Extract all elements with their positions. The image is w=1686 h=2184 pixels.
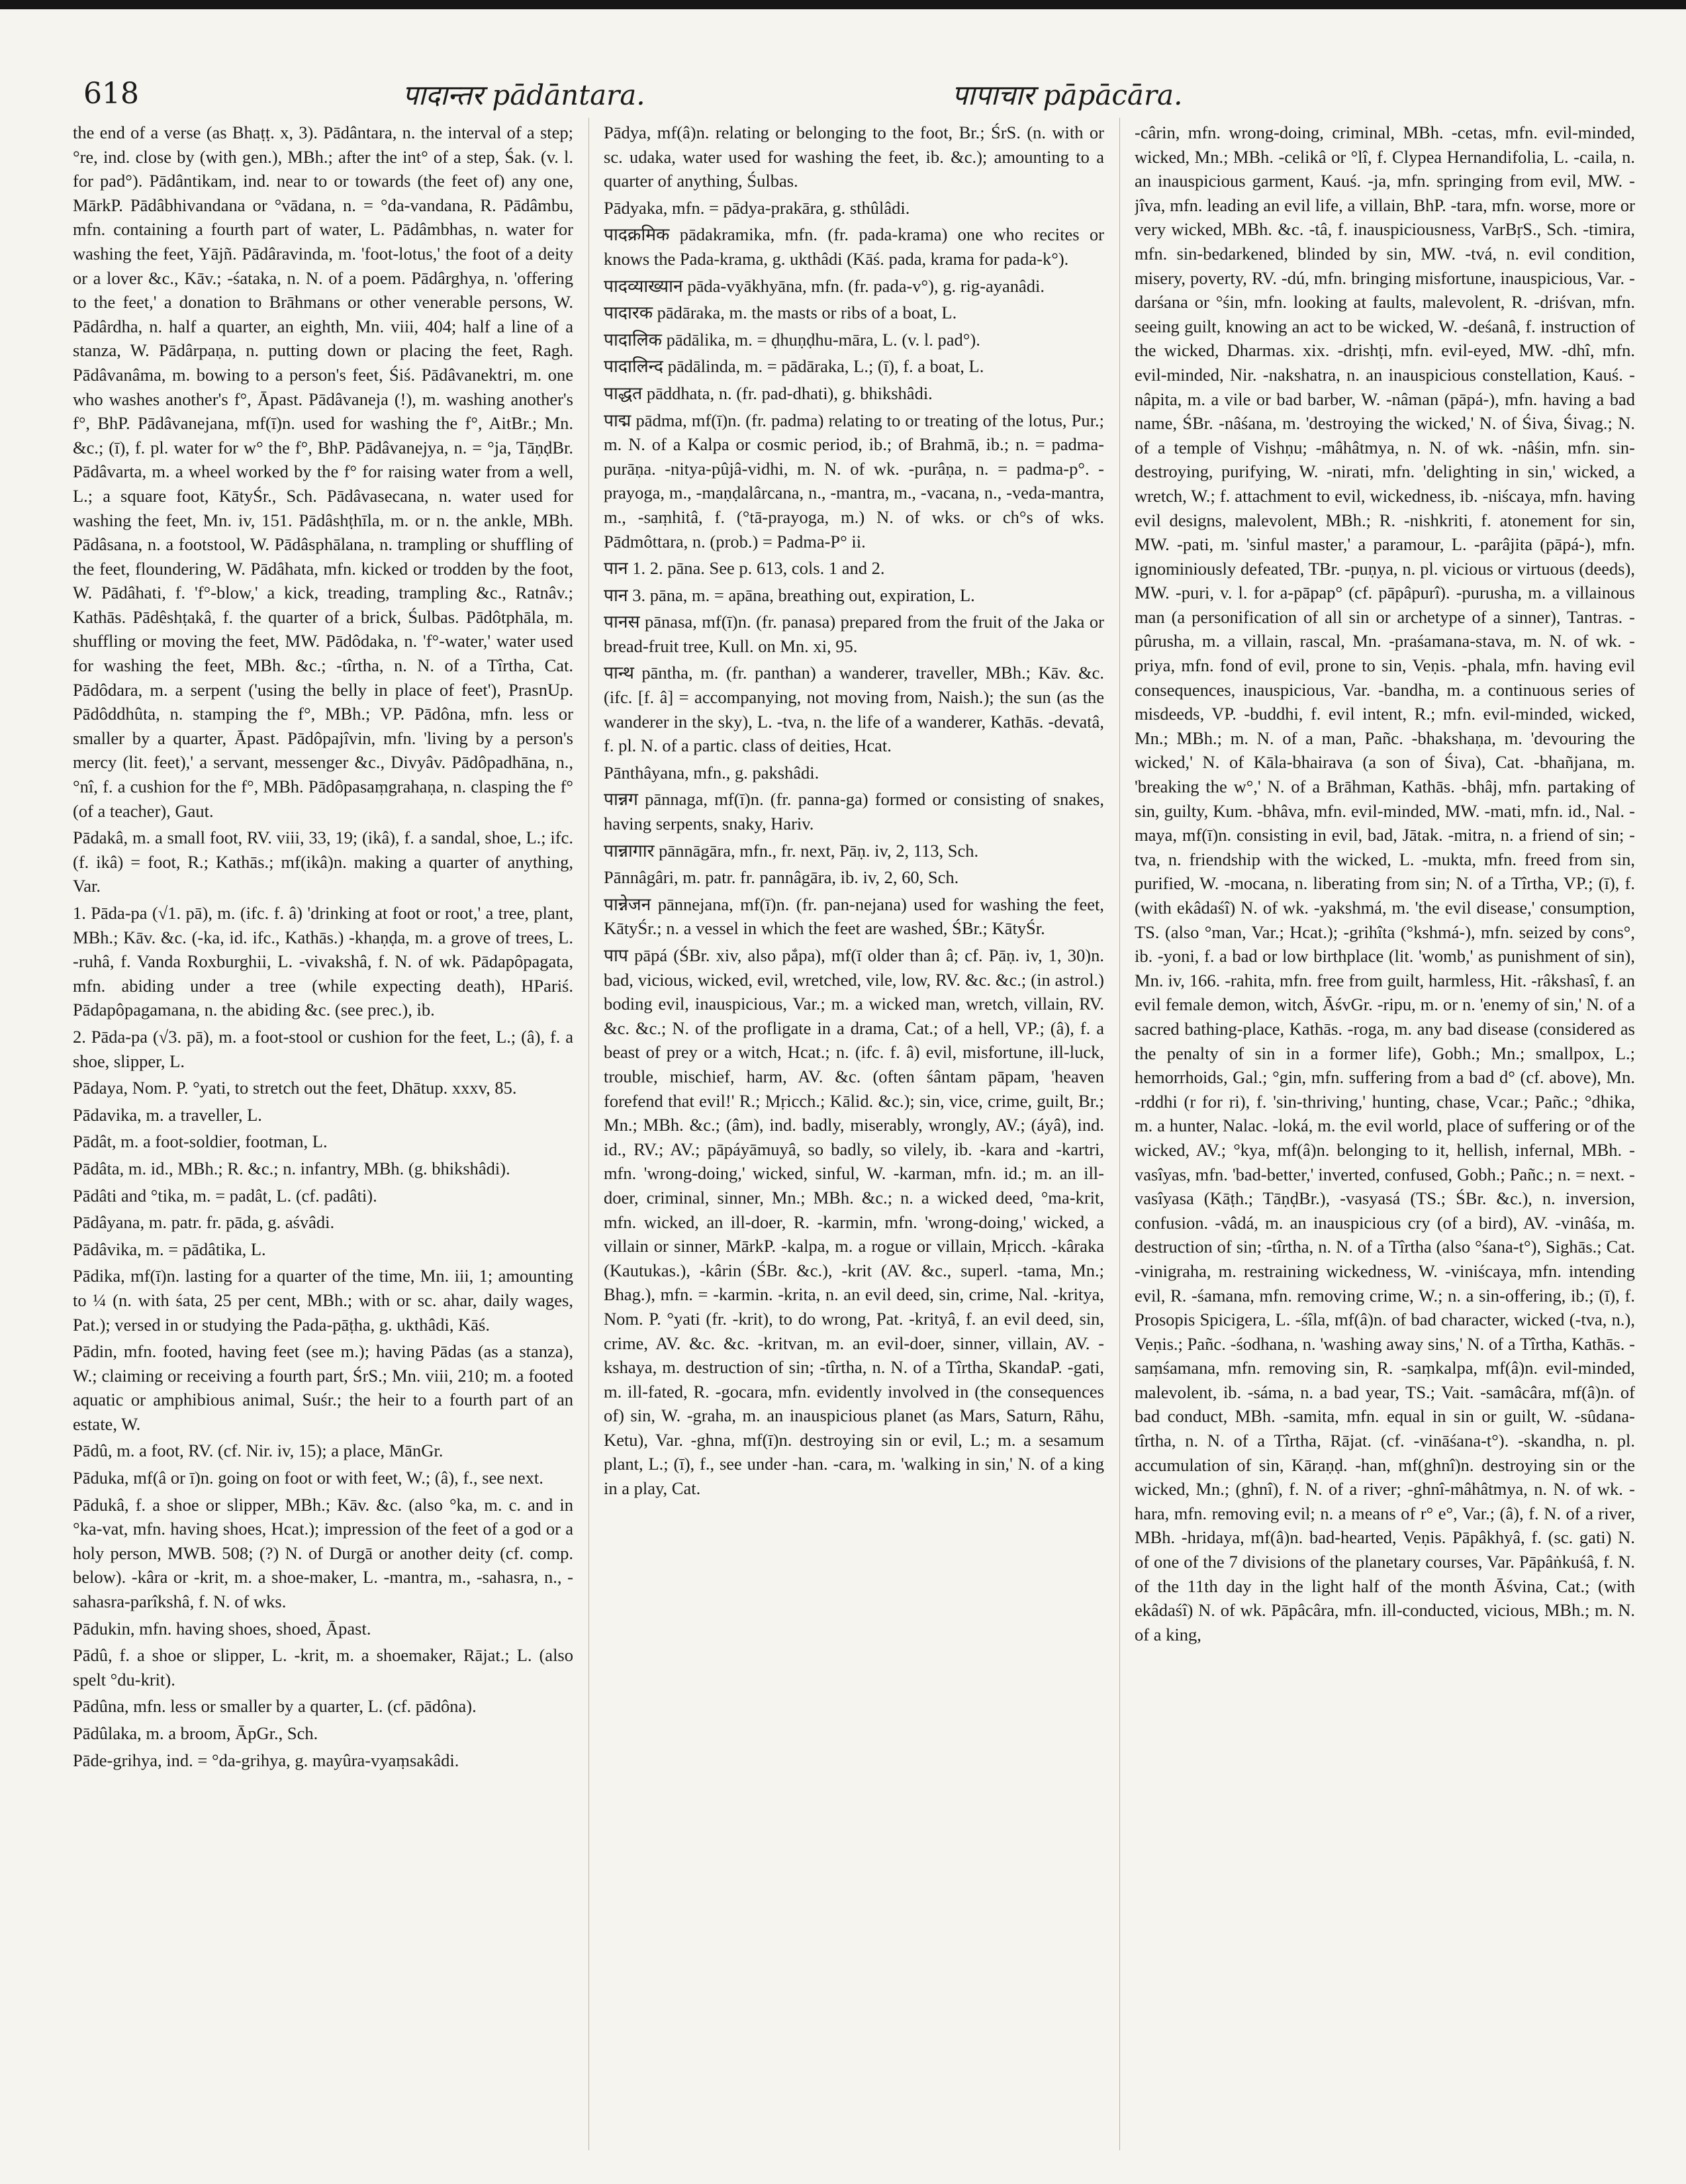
dictionary-entry: पान्थ pāntha, m. (fr. panthan) a wanderer, traveller, MBh.; Kāv. &c. (ifc. [f. â] = accompanying, not moving from, Naish.); the sun (as the wanderer in the sky), L. -tva, n. the life of a wanderer, Kathās. -devatâ, f. pl. N. of a partic. class of deities, Hcat.: [604, 663, 1104, 756]
left-running-head: पादान्तर pādāntara.: [402, 79, 645, 111]
dictionary-entry: पान्नेजन pānnejana, mf(ī)n. (fr. pan-nejana) used for washing the feet, KātyŚr.; n. a vessel in which the feet are washed, ŚBr.; KātyŚr.: [604, 894, 1104, 939]
dictionary-entry: Pādin, mfn. footed, having feet (see m.); having Pādas (as a stanza), W.; claiming or receiving a fourth part, ŚrS.; Mn. viii, 210; m. a footed aquatic or amphibious animal, Suśr.; the heir to a fourth part of an estate, W.: [73, 1341, 573, 1434]
dictionary-entry: Pādûlaka, m. a broom, ĀpGr., Sch.: [73, 1723, 318, 1743]
dictionary-entry: Pādya, mf(â)n. relating or belonging to the foot, Br.; ŚrS. (n. with or sc. udaka, water used for washing the feet, ib. &c.); amounting to a quarter of anything, Śulbas.: [604, 122, 1104, 191]
dictionary-entry: Pādâti and °tika, m. = padât, L. (cf. padâti).: [73, 1185, 377, 1206]
dictionary-entry: पान्नग pānnaga, mf(ī)n. (fr. panna-ga) formed or consisting of snakes, having serpents, snaky, Hariv.: [604, 789, 1104, 834]
dictionary-entry: Pādavika, m. a traveller, L.: [73, 1104, 262, 1125]
dictionary-entry: पाद्म pādma, mf(ī)n. (fr. padma) relating to or treating of the lotus, Pur.; m. N. of a Kalpa or cosmic period, ib.; of Brahmā, ib.; n. = padma-purāṇa. -nitya-pûjâ-vidhi, m. N. of wk. -purâṇa, n. = padma-p°. -prayoga, m., -maṇḍalârcana, n., -mantra, m., -vacana, n., -veda-mantra, m., -saṃhitâ, f. (°tā-prayoga, m.) N. of wks. or ch°s of wks. Pādmôttara, n. (prob.) = Padma-P° ii.: [604, 410, 1104, 551]
dictionary-entry: Pādakâ, m. a small foot, RV. viii, 33, 19; (ikâ), f. a sandal, shoe, L.; ifc. (f. ikâ) = foot, R.; Kathās.; mf(ikâ)n. making a quarter of anything, Var.: [73, 828, 573, 896]
column-middle: [604, 118, 1104, 2144]
dictionary-entry: Pānthâyana, mfn., g. pakshâdi.: [604, 762, 820, 783]
dictionary-entry: पान्नागार pānnāgāra, mfn., fr. next, Pāṇ. iv, 2, 113, Sch.: [604, 840, 979, 861]
dictionary-entry: 1. Pāda-pa (√1. pā), m. (ifc. f. â) 'drinking at foot or root,' a tree, plant, MBh.; Kāv. &c. (-ka, id. ifc., Kathās.) -khaṇḍa, m. a grove of trees, L. -ruhâ, f. Vanda Roxburghii, L. -vivakshâ, f. N. of wk. Pādapôpagata, mfn. abiding under a tree (while expecting death), HPariś. Pādapôpagamana, n. the abiding &c. (see prec.), ib.: [73, 903, 573, 1020]
dictionary-entry: Pādâyana, m. patr. fr. pāda, g. aśvâdi.: [73, 1212, 335, 1233]
dictionary-entry: Pādûna, mfn. less or smaller by a quarter, L. (cf. pādôna).: [73, 1696, 477, 1717]
dictionary-entry: Pādyaka, mfn. = pādya-prakāra, g. sthûlâdi.: [604, 197, 910, 218]
page-number: 618: [83, 77, 139, 111]
dictionary-entry: Pādât, m. a foot-soldier, footman, L.: [73, 1131, 328, 1152]
dictionary-entry: Pādâta, m. id., MBh.; R. &c.; n. infantry, MBh. (g. bhikshâdi).: [73, 1158, 510, 1178]
dictionary-entry: पादालिन्द pādālinda, m. = pādāraka, L.; (ī), f. a boat, L.: [604, 356, 984, 377]
dictionary-entry: पादारक pādāraka, m. the masts or ribs of a boat, L.: [604, 303, 957, 323]
dictionary-entry: Pāde-grihya, ind. = °da-grihya, g. mayûra-vyaṃsakâdi.: [73, 1750, 459, 1770]
dictionary-entry: पान 1. 2. pāna. See p. 613, cols. 1 and 2.: [604, 558, 885, 579]
dictionary-entry: Pādû, f. a shoe or slipper, L. -krit, m. a shoemaker, Rājat.; L. (also spelt °du-krit).: [73, 1645, 573, 1689]
dictionary-entry: the end of a verse (as Bhaṭṭ. x, 3). Pādântara, n. the interval of a step; °re, ind. close by (with gen.), MBh.; after the int° of a step, Śak. (v. l. for pad°). Pādântikam, ind. near to or towards (the feet of) any one, MārkP. Pādâbhivandana or °vādana, n. = °da-vandana, R. Pādâmbu, mfn. containing a fourth part of water, L. Pādâmbhas, n. water for washing the feet, Yājñ. Pādâravinda, m. 'foot-lotus,' the foot of a deity or a lover &c., Kāv.; -śataka, n. N. of a poem. Pādârghya, n. 'offering to the feet,' a donation to Brāhmans or other venerable persons, W. Pādârdha, n. half a quarter, an eighth, Mn. viii, 404; half a line of a stanza, W. Pādârpaṇa, n. putting down or placing the feet, Ragh. Pādâvanâma, m. bowing to a person's feet, Śiś. Pādâvanektri, m. one who washes another's f°, Āpast. Pādâvaneja (!), m. washing another's f°, BhP. Pādâvanejana, mf(ī)n. used for washing the f°, AitBr.; Mn. &c.; (ī), f. pl. water for w° the f°, BhP. Pādâvanejya, n. = °ja, TāṇḍBr. Pādâvarta, m. a wheel worked by the f° for raising water from a well, L.; a square foot, KātyŚr., Sch. Pādâvasecana, n. water used for washing the feet, Mn. iv, 151. Pādâshṭhīla, m. or n. the ankle, MBh. Pādâsana, n. a footstool, W. Pādâsphālana, n. trampling or shuffling of the feet, floundering, W. Pādâhata, mfn. kicked or trodden by the foot, W. Pādâhati, f. 'f°-blow,' a kick, treading, trampling &c., Ratnâv.; Kathās. Pādêshṭakâ, f. the quarter of a brick, Śulbas. Pādôtphāla, m. shuffling or moving the feet, MW. Pādôdaka, n. 'f°-water,' water used for washing the feet, MBh. &c.; -tîrtha, n. N. of a Tîrtha, Cat. Pādôdara, m. a serpent ('using the belly in place of feet'), PrasnUp. Pādôddhûta, n. stamping the f°, MBh.; VP. Pādôna, mfn. less or smaller by a quarter, Āpast. Pādôpajîvin, mfn. 'living by a person's mercy (lit. feet),' a servant, messenger &c., Divyâv. Pādôpadhāna, n., °nî, f. a cushion for the f°, MBh. Pādôpasaṃgrahaṇa, n. clasping the f° (of a teacher), Gaut.: [73, 122, 573, 821]
dictionary-entry: -cârin, mfn. wrong-doing, criminal, MBh. -cetas, mfn. evil-minded, wicked, Mn.; MBh. -celikâ or °lî, f. Clypea Hernandifolia, L. -caila, n. an inauspicious garment, Kauś. -ja, mfn. springing from evil, MW. -jîva, mfn. leading an evil life, a villain, BhP. -tara, mfn. worse, more or very wicked, MBh. &c. -tâ, f. inauspiciousness, VarBṛS., Sch. -timira, mfn. sin-bedarkened, blinded by sin, MW. -tvá, n. evil condition, misery, poverty, RV. -dú, mfn. bringing misfortune, inauspicious, Var. -darśana or °śin, mfn. looking at faults, malevolent, R. -driśvan, mfn. seeing guilt, knowing an act to be wicked, W. -deśanâ, f. instruction of the wicked, Dharmas. xix. -drishṭi, mfn. evil-eyed, MW. -dhî, mfn. evil-minded, Nir. -nakshatra, n. an inauspicious constellation, Kauś. -nâpita, m. a vile or bad barber, W. -nâman (pāpá-), mfn. having a bad name, ŚBr. -nâśana, m. 'destroying the wicked,' N. of Śiva, Śivag.; N. of a temple of Vishṇu; -mâhâtmya, n. N. of wk. -nâśin, mfn. sin-destroying, purifying, W. -nirati, mfn. 'delighting in sin,' wicked, a wretch, W.; f. attachment to evil, wickedness, ib. -niścaya, mfn. having evil designs, malevolent, MBh.; R. -nishkriti, f. atonement for sin, MW. -pati, m. 'sinful master,' a paramour, L. -parâjita (pāpá-), mfn. ignominiously defeated, TBr. -puṇya, n. pl. vicious or virtuous (deeds), MW. -puri, v. l. for a-pāpap° (cf. pāpâpurî). -purusha, m. a villainous man (a personification of all sin or archetype of a sinner), Tantras. -pûrusha, m. a villain, rascal, Mn. -praśamana-stava, m. N. of wk. -priya, mfn. fond of evil, prone to sin, Veṇis. -phala, mfn. having evil consequences, inauspicious, Var. -bandha, m. a continuous series of misdeeds, VP. -buddhi, f. evil intent, R.; mfn. evil-minded, wicked, Mn.; MBh.; m. N. of a man, Pañc. -bhakshaṇa, m. 'devouring the wicked,' N. of Kāla-bhairava (a son of Śiva), Cat. -bhañjana, m. 'breaking the w°,' N. of a Brāhman, Kathās. -bhâj, mfn. partaking of sin, guilty, Kum. -bhâva, mfn. evil-minded, MW. -mati, mfn. id., Nal. -maya, mf(ī)n. consisting in evil, bad, Jātak. -mitra, n. a friend of sin; -tva, n. friendship with the wicked, L. -mukta, mfn. freed from sin, purified, W. -mocana, n. liberating from sin; N. of a Tîrtha, VP.; (ī), f. (with ekâdaśî) N. of wk. -yakshmá, m. 'the evil disease,' consumption, TS. (also °man, Var.; Hcat.); -grihîta (°kshmá-), mfn. seized by cons°, ib. -yoni, f. a bad or low birthplace (lit. 'womb,' as punishment of sin), Mn. iv, 166. -rahita, mfn. free from guilt, harmless, Hit. -râkshasî, f. an evil female demon, witch, ĀśvGr. -ripu, m. or n. 'enemy of sin,' N. of a sacred bathing-place, Kathās. -roga, m. any bad disease (considered as the penalty of sin in a former life), Gobh.; Mn.; smallpox, L.; hemorrhoids, Gal.; °gin, mfn. suffering from a bad d° (cf. above), Mn. -rddhi (r for ri), f. 'sin-thriving,' hunting, chase, Vcar.; Pañc.; °dhika, m. a hunter, Nalac. -loká, m. the evil world, place of suffering or of the wicked, AV.; °kya, mf(â)n. belonging to it, hellish, infernal, MBh. -vasîyas, mfn. 'bad-better,' inverted, confused, Gobh.; Pañc.; n. = next. -vasîyasa (Kāṭh.; TāṇḍBr.), -vasyasá (TS.; ŚBr. &c.), n. inversion, confusion. -vâdá, m. an inauspicious cry (of a bird), AV. -vinâśa, m. destruction of sin; -tîrtha, n. N. of a Tîrtha (also °śana-t°), Sighās.; Cat. -vinigraha, m. restraining wickedness, W. -viniścaya, mfn. intending evil, R. -śamana, mfn. removing crime, W.; n. a sin-offering, ib.; (ī), f. Prosopis Spicigera, L. -śîla, mf(â)n. of bad character, wicked (-tva, n.), Veṇis.; Pañc. -śodhana, n. 'washing away sins,' N. of a Tîrtha, Kathās. -saṃśamana, mfn. removing sin, R. -saṃkalpa, mf(â)n. evil-minded, malevolent, ib. -sáma, n. a bad year, TS.; Vait. -samâcâra, mf(â)n. of bad conduct, MBh. -samita, mfn. equal in sin or guilt, W. -sûdana-tîrtha, n. N. of a Tîrtha, Rājat. (cf. -vināśana-t°). -skandha, n. pl. accumulation of sin, Kāraṇḍ. -han, mf(ghnî)n. destroying sin or the wicked, Mn.; (ghnî), f. N. of a river; -ghnî-mâhâtmya, n. N. of wk. -hara, mfn. removing evil; n. a means of r° e°, Var.; (â), f. N. of a river, MBh. -hridaya, mf(â)n. bad-hearted, Veṇis. Pāpâkhyâ, f. (sc. gati) N. of one of the 7 divisions of the planetary courses, Var. Pāpâṅkuśâ, f. N. of the 11th day in the light half of the month Āśvina, Cat.; (with ekâdaśî) N. of wk. Pāpâcâra, mfn. ill-conducted, vicious, MBh.; m. N. of a king,: [1135, 122, 1635, 1644]
dictionary-entry: Pādû, m. a foot, RV. (cf. Nir. iv, 15); a place, MānGr.: [73, 1441, 444, 1461]
page-header: [58, 71, 1634, 118]
dictionary-entry: Pāduka, mf(â or ī)n. going on foot or with feet, W.; (â), f., see next.: [73, 1468, 543, 1488]
dictionary-entry: Pādukâ, f. a shoe or slipper, MBh.; Kāv. &c. (also °ka, m. c. and in °ka-vat, mfn. having shoes, Hcat.); impression of the feet of a god or a holy person, MWB. 508; (?) N. of Durgā or another deity (cf. comp. below). -kâra or -krit, m. a shoe-maker, L. -mantra, m., -sahasra, n., -sahasra-parîkshâ, f. N. of wks.: [73, 1494, 573, 1612]
dictionary-entry: Pānnâgâri, m. patr. fr. pannâgāra, ib. iv, 2, 60, Sch.: [604, 867, 959, 888]
dictionary-entry: पादक्रमिक pādakramika, mfn. (fr. pada-krama) one who recites or knows the Pada-krama, g. ukthâdi (Kāś. pada, krama for pada-k°).: [604, 224, 1104, 269]
dictionary-entry: पादालिक pādālika, m. = ḍhuṇḍhu-māra, L. (v. l. pad°).: [604, 329, 980, 350]
right-running-head: पापाचार pāpācāra.: [952, 79, 1183, 111]
column-right: [1135, 118, 1635, 2144]
dictionary-columns: [73, 118, 1635, 2157]
dictionary-entry: पान 3. pāna, m. = apāna, breathing out, expiration, L.: [604, 585, 975, 605]
dictionary-entry: 2. Pāda-pa (√3. pā), m. a foot-stool or cushion for the feet, L.; (â), f. a shoe, slipper, L.: [73, 1026, 573, 1071]
dictionary-entry: पादव्याख्यान pāda-vyākhyāna, mfn. (fr. pada-v°), g. rig-ayanâdi.: [604, 275, 1045, 296]
dictionary-entry: Pādukin, mfn. having shoes, shoed, Āpast.: [73, 1618, 371, 1638]
dictionary-entry: पाप pāpá (ŚBr. xiv, also pắpa), mf(ī older than â; cf. Pāṇ. iv, 1, 30)n. bad, vicious, wicked, evil, wretched, vile, low, RV. &c. &c.; (in astrol.) boding evil, inauspicious, Var.; m. a wicked man, wretch, villain, RV. &c. &c.; N. of the profligate in a drama, Cat.; of a hell, VP.; (â), f. a beast of prey or a witch, Hcat.; n. (ifc. f. â) evil, misfortune, ill-luck, trouble, mischief, harm, AV. &c. (often śântam pāpam, 'heaven forefend that evil!' R.; Mṛicch.; Kālid. &c.); sin, vice, crime, guilt, Br.; Mn.; MBh. &c.; (âm), ind. badly, miserably, wrongly, AV.; (áyâ), ind. id., RV.; AV.; pāpáyāmuyâ, so badly, so vilely, ib. -kara and -kartri, mfn. 'wrong-doing,' wicked, sinful, W. -karman, mfn. id.; m. an ill-doer, criminal, sinner, Mn.; MBh. &c.; n. a wicked deed, °ma-krit, mfn. wicked, an ill-doer, R. -karmin, mfn. 'wrong-doing,' wicked, a villain or sinner, MārkP. -kalpa, m. a rogue or villain, Mṛicch. -kâraka (Kautukas.), -kârin (ŚBr. &c.), -krit (AV. &c., superl. -tama, Mn.; Bhag.), mfn. = -karmin. -krita, n. an evil deed, sin, crime, Nal. -kritya, Nom. P. °yati (fr. -krit), to do wrong, Pat. -krityâ, f. an evil deed, sin, crime, AV. &c. &c. -kritvan, m. an evil-doer, sinner, villain, AV. -kshaya, m. destruction of sin; -tîrtha, n. N. of a Tîrtha, SkandaP. -gati, m. ill-fated, R. -gocara, mfn. evidently involved in (the consequences of) sin, W. -graha, m. an inauspicious planet (as Mars, Saturn, Rāhu, Ketu), Var. -ghna, mf(ī)n. destroying sin or evil, L.; m. a sesamum plant, L.; (ī), f., see under -han. -cara, m. 'walking in sin,' N. of a king in a play, Cat.: [604, 945, 1104, 1499]
dictionary-entry: Pādâvika, m. = pādâtika, L.: [73, 1239, 266, 1259]
dictionary-entry: Pādika, mf(ī)n. lasting for a quarter of the time, Mn. iii, 1; amounting to ¼ (n. with śata, 25 per cent, MBh.; with or sc. ahar, daily wages, Pat.); versed in or studying the Pada-pāṭha, g. ukthâdi, Kāś.: [73, 1266, 573, 1335]
column-left: [73, 118, 573, 2144]
dictionary-entry: पानस pānasa, mf(ī)n. (fr. panasa) prepared from the fruit of the Jaka or bread-fruit tree, Kull. on Mn. xi, 95.: [604, 612, 1104, 656]
dictionary-entry: पाद्धत pāddhata, n. (fr. pad-dhati), g. bhikshâdi.: [604, 383, 933, 403]
dictionary-entry: Pādaya, Nom. P. °yati, to stretch out the feet, Dhātup. xxxv, 85.: [73, 1078, 517, 1098]
top-edge-rule: [0, 0, 1686, 9]
